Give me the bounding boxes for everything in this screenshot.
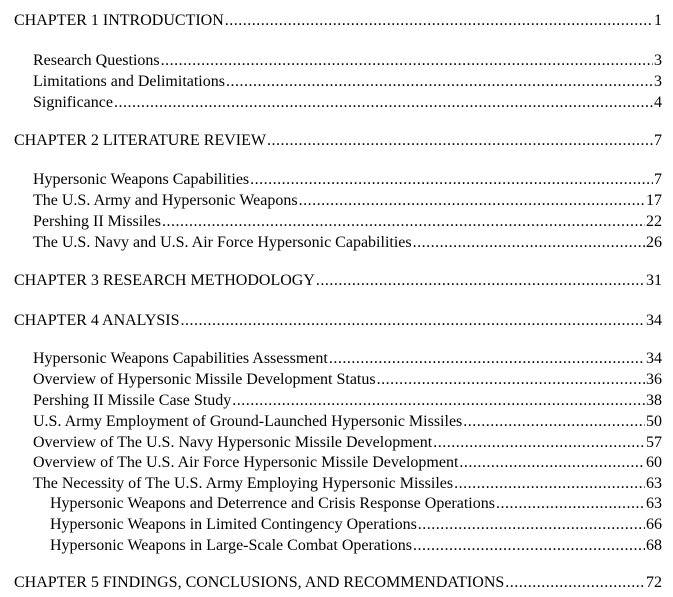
toc-section-entry[interactable] bbox=[33, 190, 662, 212]
toc-section-entry[interactable] bbox=[50, 535, 662, 557]
toc-entry-title: Overview of The U.S. Air Force Hypersonic Missile Development bbox=[33, 454, 459, 471]
toc-page-number: 4 bbox=[654, 94, 662, 111]
toc-page-number: 60 bbox=[646, 454, 662, 471]
toc-entry-title: Overview of Hypersonic Missile Development Status bbox=[33, 371, 376, 388]
toc-chapter-entry[interactable] bbox=[14, 310, 662, 332]
toc-entry-title: Pershing II Missile Case Study bbox=[33, 392, 232, 409]
toc-dot-leader bbox=[413, 535, 645, 557]
toc-entry-title: Pershing II Missiles bbox=[33, 213, 161, 230]
toc-dot-leader bbox=[418, 514, 645, 536]
toc-entry-title: Hypersonic Weapons in Limited Contingency Operations bbox=[50, 516, 417, 533]
toc-entry-title: Overview of The U.S. Navy Hypersonic Missile Development bbox=[33, 434, 433, 451]
toc-page-number: 66 bbox=[646, 516, 662, 533]
toc-dot-leader bbox=[459, 452, 645, 474]
toc-dot-leader bbox=[267, 130, 653, 152]
toc-dot-leader bbox=[232, 390, 645, 412]
toc-entry-title: Hypersonic Weapons Capabilities Assessment bbox=[33, 350, 328, 367]
toc-section-entry[interactable] bbox=[33, 452, 662, 474]
toc-dot-leader bbox=[463, 411, 645, 433]
toc-section-entry[interactable] bbox=[33, 348, 662, 370]
toc-chapter-entry[interactable] bbox=[14, 270, 662, 292]
toc-entry-title: Hypersonic Weapons in Large-Scale Combat Operations bbox=[50, 537, 413, 554]
toc-page-number: 7 bbox=[654, 132, 662, 149]
toc-page-number: 26 bbox=[646, 234, 662, 251]
toc-page-number: 17 bbox=[646, 192, 662, 209]
toc-dot-leader bbox=[454, 473, 645, 495]
toc-entry-title: CHAPTER 2 LITERATURE REVIEW bbox=[14, 132, 266, 149]
toc-chapter-entry[interactable] bbox=[14, 10, 662, 32]
toc-section-entry[interactable] bbox=[33, 232, 662, 254]
toc-dot-leader bbox=[505, 572, 645, 594]
toc-page-number: 63 bbox=[646, 495, 662, 512]
toc-section-entry[interactable] bbox=[33, 169, 662, 191]
toc-entry-title: The U.S. Navy and U.S. Air Force Hypersonic Capabilities bbox=[33, 234, 412, 251]
toc-chapter-entry[interactable] bbox=[14, 572, 662, 594]
toc-entry-title: Hypersonic Weapons and Deterrence and Crisis Response Operations bbox=[50, 495, 495, 512]
toc-section-entry[interactable] bbox=[33, 390, 662, 412]
toc-page-number: 34 bbox=[646, 350, 662, 367]
toc-section-entry[interactable] bbox=[33, 432, 662, 454]
toc-dot-leader bbox=[161, 50, 653, 72]
toc-page-number: 31 bbox=[646, 272, 662, 289]
toc-section-entry[interactable] bbox=[33, 369, 662, 391]
toc-dot-leader bbox=[433, 432, 645, 454]
toc-dot-leader bbox=[114, 92, 653, 114]
toc-section-entry[interactable] bbox=[33, 411, 662, 433]
toc-dot-leader bbox=[299, 190, 645, 212]
toc-page-number: 72 bbox=[646, 574, 662, 591]
toc-page-number: 50 bbox=[646, 413, 662, 430]
toc-section-entry[interactable] bbox=[33, 50, 662, 72]
toc-entry-title: Significance bbox=[33, 94, 113, 111]
toc-dot-leader bbox=[329, 348, 645, 370]
toc-page-number: 3 bbox=[654, 73, 662, 90]
toc-entry-title: Limitations and Delimitations bbox=[33, 73, 225, 90]
toc-entry-title: The U.S. Army and Hypersonic Weapons bbox=[33, 192, 298, 209]
toc-dot-leader bbox=[162, 211, 645, 233]
toc-dot-leader bbox=[496, 493, 645, 515]
toc-dot-leader bbox=[413, 232, 645, 254]
toc-entry-title: CHAPTER 3 RESEARCH METHODOLOGY bbox=[14, 272, 315, 289]
toc-section-entry[interactable] bbox=[50, 514, 662, 536]
toc-dot-leader bbox=[226, 71, 653, 93]
toc-entry-title: U.S. Army Employment of Ground-Launched Hypersonic Missiles bbox=[33, 413, 463, 430]
toc-page-number: 1 bbox=[654, 12, 662, 29]
toc-section-entry[interactable] bbox=[33, 211, 662, 233]
toc-dot-leader bbox=[250, 169, 653, 191]
toc-page-number: 7 bbox=[654, 171, 662, 188]
toc-entry-title: CHAPTER 4 ANALYSIS bbox=[14, 312, 180, 329]
toc-dot-leader bbox=[377, 369, 645, 391]
toc-chapter-entry[interactable] bbox=[14, 130, 662, 152]
toc-dot-leader bbox=[316, 270, 645, 292]
toc-page-number: 22 bbox=[646, 213, 662, 230]
toc-entry-title: CHAPTER 1 INTRODUCTION bbox=[14, 12, 224, 29]
toc-section-entry[interactable] bbox=[33, 473, 662, 495]
toc-page-number: 38 bbox=[646, 392, 662, 409]
toc-page-number: 63 bbox=[646, 475, 662, 492]
toc-section-entry[interactable] bbox=[50, 493, 662, 515]
toc-page-number: 3 bbox=[654, 52, 662, 69]
toc-page-number: 68 bbox=[646, 537, 662, 554]
toc-section-entry[interactable] bbox=[33, 92, 662, 114]
toc-page-number: 36 bbox=[646, 371, 662, 388]
toc-page-number: 57 bbox=[646, 434, 662, 451]
toc-entry-title: Research Questions bbox=[33, 52, 160, 69]
toc-entry-title: The Necessity of The U.S. Army Employing Hypersonic Missiles bbox=[33, 475, 454, 492]
toc-section-entry[interactable] bbox=[33, 71, 662, 93]
toc-entry-title: Hypersonic Weapons Capabilities bbox=[33, 171, 250, 188]
toc-dot-leader bbox=[225, 10, 653, 32]
toc-dot-leader bbox=[181, 310, 645, 332]
toc-page-number: 34 bbox=[646, 312, 662, 329]
toc-entry-title: CHAPTER 5 FINDINGS, CONCLUSIONS, AND RECOMMENDATIONS bbox=[14, 574, 505, 591]
